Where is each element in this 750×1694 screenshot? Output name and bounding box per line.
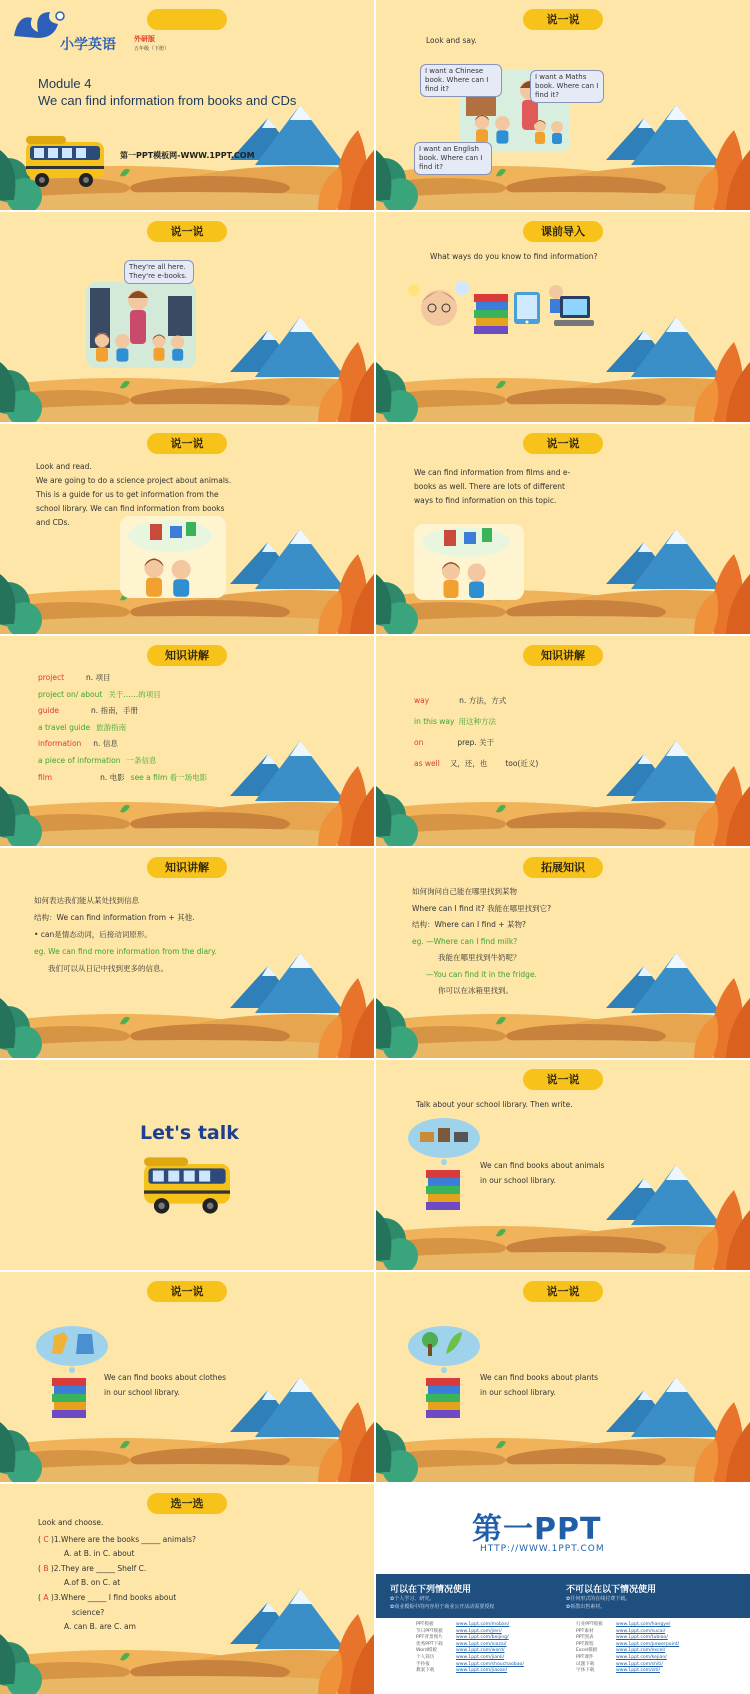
link-url[interactable]: www.1ppt.com/jiaoan/ <box>456 1668 508 1674</box>
vocab-meaning: n. 电影 <box>100 772 125 782</box>
animal-books-icon <box>406 1116 482 1212</box>
sentence-line: We can find books about plants <box>480 1373 599 1382</box>
slide-15-choose <box>0 1484 374 1694</box>
reading-passage <box>414 466 570 508</box>
vocab-meaning: 又，还，也 <box>449 759 488 768</box>
passage-line: We can find information from films and e- <box>414 468 571 477</box>
vocab-row <box>38 736 207 753</box>
vocab-row <box>38 703 207 720</box>
link-url[interactable]: www.1ppt.com/tubiao/ <box>616 1635 668 1641</box>
vocab-synonym: too(近义) <box>505 759 539 768</box>
vocab-row <box>414 753 538 774</box>
question-text: )3.Where _____ I find books about <box>50 1592 177 1602</box>
vocab-term: a piece of information <box>38 755 121 765</box>
link-label: 字体下载 <box>576 1668 595 1674</box>
vocab-term: project on/ about <box>38 689 103 699</box>
link-url[interactable]: www.1ppt.com/jieri/ <box>456 1628 502 1634</box>
writing-sentence <box>104 1370 226 1400</box>
link-url[interactable]: www.1ppt.com/shiti/ <box>616 1661 663 1667</box>
extension-line: 如何询问自己能在哪里找到某物 <box>412 887 517 896</box>
instruction-text: Talk about your school library. Then write. <box>416 1100 573 1109</box>
extension-example: eg. —Where can I find milk? <box>412 936 518 946</box>
link-row <box>576 1655 679 1662</box>
question-text-continued: science? <box>72 1607 105 1617</box>
slide-8-vocabulary <box>376 636 750 846</box>
link-url[interactable]: www.1ppt.com/kejian/ <box>616 1654 667 1660</box>
sentence-line: We can find books about animals <box>480 1161 605 1170</box>
vocab-term: guide <box>38 706 59 716</box>
link-label: PPT课件 <box>576 1654 594 1660</box>
section-label: 说一说 <box>147 1281 227 1302</box>
link-label: 行业PPT模板 <box>576 1622 603 1627</box>
question-text: What ways do you know to find information? <box>430 252 598 261</box>
vocab-meaning: 关于……的项目 <box>108 689 161 699</box>
question-text: )1.Where are the books _____ animals? <box>50 1534 196 1544</box>
extension-notes <box>412 884 551 1000</box>
section-label: 说一说 <box>523 1281 603 1302</box>
link-url[interactable]: www.1ppt.com/xiazai/ <box>456 1641 507 1647</box>
grammar-translation: 我们可以从日记中找到更多的信息。 <box>48 964 168 973</box>
link-row <box>576 1635 679 1642</box>
module-heading: Module 4 <box>38 76 92 91</box>
slide-3-ebooks <box>0 212 374 422</box>
books-stack-icon <box>472 294 510 334</box>
link-url[interactable]: www.1ppt.com/ziti/ <box>616 1668 660 1674</box>
section-label: 说一说 <box>523 433 603 454</box>
sentence-line: We can find books about clothes <box>104 1373 227 1382</box>
links-left-column <box>416 1622 524 1675</box>
vocab-example: see a film 看一场电影 <box>130 772 208 782</box>
link-row <box>416 1668 524 1675</box>
link-label: PPT模板 <box>416 1622 434 1627</box>
vocab-meaning: n. 信息 <box>93 739 118 749</box>
quiz-question-2: ( B )2.They are _____ Shelf C. <box>38 1563 147 1573</box>
forbidden-item: ✿任何形式的在线付费下载。 <box>566 1596 631 1602</box>
slide-10-extension <box>376 848 750 1058</box>
passage-line: ways to find information on this topic. <box>414 496 557 505</box>
brand-logo: 第一PPT <box>472 1512 602 1547</box>
link-url[interactable]: www.1ppt.com/sucai/ <box>616 1628 666 1634</box>
grammar-line: 如何表达我们能从某处找到信息 <box>34 896 139 905</box>
forbidden-item: ✿拆散出售素材。 <box>566 1604 606 1610</box>
vocab-meaning: prep. 关于 <box>457 738 495 747</box>
allowed-heading: 可以在下列情况使用 <box>390 1585 472 1595</box>
link-label: 教案下载 <box>416 1668 435 1674</box>
link-url[interactable]: www.1ppt.com/word/ <box>456 1648 505 1654</box>
blank-label-pill <box>147 9 227 30</box>
quiz-question-1: ( C )1.Where are the books _____ animals? <box>38 1534 196 1544</box>
instruction-text: Look and say. <box>426 36 477 45</box>
plant-books-icon <box>406 1324 482 1420</box>
passage-line: We are going to do a science project about animals. <box>36 476 232 485</box>
vocab-meaning: n. 项目 <box>86 673 111 682</box>
link-label: 个人简历 <box>416 1654 435 1660</box>
quiz-question-3: ( A )3.Where _____ I find books about <box>38 1592 177 1602</box>
quiz-answer: B <box>43 1563 49 1573</box>
school-bus-icon <box>26 136 104 188</box>
link-row <box>416 1622 524 1629</box>
extension-line: 结构：Where can I find + 某物? <box>412 920 526 929</box>
vocab-row <box>38 687 207 704</box>
speech-bubble-ebooks: They're all here. They're e-books. <box>124 260 194 284</box>
section-label: 说一说 <box>147 221 227 242</box>
link-label: 手抄报 <box>416 1661 430 1667</box>
publisher-text: 外研版 <box>134 35 155 43</box>
slide-2-look-and-say <box>376 0 750 210</box>
kids-thinking-scene <box>120 516 226 598</box>
link-url[interactable]: www.1ppt.com/moban/ <box>456 1622 510 1627</box>
quiz-options: A.of B. on C. at <box>64 1578 121 1588</box>
usage-panel <box>376 1574 750 1694</box>
logo-text: 小学英语 <box>60 37 116 53</box>
grammar-example: eg. We can find more information from the diary. <box>34 947 217 956</box>
vocab-row <box>38 770 207 787</box>
link-row <box>416 1655 524 1662</box>
quiz-options: A. can B. are C. am <box>64 1622 136 1632</box>
lets-talk-title: Let's talk <box>140 1122 239 1144</box>
allowed-item: ✿个人学习、研究。 <box>390 1596 435 1602</box>
section-label: 知识讲解 <box>523 645 603 666</box>
clothes-books-icon <box>34 1324 110 1420</box>
link-row <box>416 1635 524 1642</box>
links-right-column <box>576 1622 679 1675</box>
link-row <box>416 1648 524 1655</box>
grammar-notes <box>34 892 217 977</box>
forbidden-heading: 不可以在以下情况使用 <box>566 1585 657 1595</box>
vocab-term: a travel guide <box>38 722 91 732</box>
sentence-line: in our school library. <box>480 1176 556 1185</box>
writing-sentence <box>480 1158 604 1188</box>
vocab-meaning: 用这种方法 <box>458 717 496 726</box>
speech-bubble-maths-book: I want a Maths book. Where can I find it? <box>530 70 604 103</box>
slide-14-plants <box>376 1272 750 1482</box>
quiz-answer: A <box>43 1592 49 1602</box>
link-url[interactable]: www.1ppt.com/powerpoint/ <box>616 1641 680 1647</box>
grammar-line: 结构：We can find information from + 其他. <box>34 913 195 922</box>
speech-bubble-chinese-book: I want a Chinese book. Where can I find it? <box>420 64 502 97</box>
grammar-line: • can是情态动词，后接动词原形。 <box>34 930 152 939</box>
link-label: 试题下载 <box>576 1661 595 1667</box>
link-label: 优秀PPT下载 <box>416 1641 443 1647</box>
slide-6-films-ebooks <box>376 424 750 634</box>
forbidden-list <box>566 1595 630 1611</box>
quiz-options: A. at B. in C. about <box>64 1549 135 1559</box>
link-url[interactable]: www.1ppt.com/hangye/ <box>616 1622 671 1627</box>
allowed-list <box>390 1595 494 1611</box>
passage-line: and CDs. <box>36 518 70 527</box>
passage-line: books as well. There are lots of different <box>414 482 565 491</box>
section-label: 知识讲解 <box>147 645 227 666</box>
vocab-meaning: n. 方法，方式 <box>459 696 507 705</box>
link-url[interactable]: www.1ppt.com/shouchaobao/ <box>456 1661 524 1667</box>
quiz-instruction: Look and choose. <box>38 1518 104 1527</box>
vocab-meaning: 一条信息 <box>126 755 157 765</box>
link-label: PPT背景图片 <box>416 1635 443 1641</box>
slide-16-credits <box>376 1484 750 1694</box>
vocab-term: information <box>38 739 82 749</box>
tablet-icon <box>512 290 542 326</box>
passage-line: This is a guide for us to get information from the <box>36 490 219 499</box>
section-label: 课前导入 <box>523 221 603 242</box>
slide-9-grammar <box>0 848 374 1058</box>
link-label: PPT教程 <box>576 1641 594 1647</box>
slide-11-lets-talk <box>0 1060 374 1270</box>
vocab-row <box>414 732 538 753</box>
slide-5-look-and-read <box>0 424 374 634</box>
extension-translation: 我能在哪里找到牛奶呢？ <box>438 953 521 962</box>
grade-text: 五年级（下册） <box>134 46 170 52</box>
slide-12-animals <box>376 1060 750 1270</box>
link-url[interactable]: www.1ppt.com/jianli/ <box>456 1654 505 1660</box>
link-label: Word模板 <box>416 1648 437 1654</box>
section-label: 说一说 <box>523 9 603 30</box>
link-url[interactable]: www.1ppt.com/beijing/ <box>456 1635 509 1641</box>
vocab-term: as well <box>414 759 440 768</box>
section-label: 知识讲解 <box>147 857 227 878</box>
site-watermark: 第一PPT模板网-WWW.1PPT.COM <box>120 151 255 160</box>
link-url[interactable]: www.1ppt.com/excel/ <box>616 1648 666 1654</box>
brand-header <box>376 1484 750 1574</box>
passage-line: school library. We can find information from books <box>36 504 225 513</box>
vocab-term: project <box>38 673 65 682</box>
vocab-meaning: n. 指南，手册 <box>90 706 139 716</box>
writing-sentence <box>480 1370 598 1400</box>
slide-4-intro <box>376 212 750 422</box>
link-row <box>576 1668 679 1675</box>
slide-7-vocabulary <box>0 636 374 846</box>
extension-translation: 你可以在冰箱里找到。 <box>438 986 513 995</box>
question-text: )2.They are _____ Shelf C. <box>50 1563 147 1573</box>
sentence-line: in our school library. <box>480 1388 556 1397</box>
quiz-questions <box>38 1516 196 1635</box>
computer-student-icon <box>540 282 598 334</box>
link-label: PPT素材 <box>576 1628 594 1634</box>
section-label: 选一选 <box>147 1493 227 1514</box>
link-label: PPT图表 <box>576 1635 594 1641</box>
link-row <box>576 1622 679 1629</box>
sentence-line: in our school library. <box>104 1388 180 1397</box>
section-label: 说一说 <box>523 1069 603 1090</box>
speech-bubble-english-book: I want an English book. Where can I find it? <box>414 142 492 175</box>
vocab-row <box>414 711 538 732</box>
slide-13-clothes <box>0 1272 374 1482</box>
vocab-term: on <box>414 738 424 747</box>
link-row <box>576 1648 679 1655</box>
school-bus-icon <box>144 1156 230 1216</box>
link-label: 节日PPT模板 <box>416 1628 443 1634</box>
vocab-meaning: 旅游指南 <box>96 722 127 732</box>
passage-line: Look and read. <box>36 462 92 471</box>
allowed-item: ✿商业模板中的内容用于商业公开活动需要授权 <box>390 1604 495 1610</box>
extension-line: Where can I find it? 我能在哪里找到它? <box>412 903 552 913</box>
vocab-row <box>38 720 207 737</box>
link-label: Excel模板 <box>576 1648 598 1654</box>
teacher-idea-icon <box>406 278 472 334</box>
link-directory <box>376 1618 750 1694</box>
vocab-term: way <box>414 696 430 705</box>
vocab-term: film <box>38 772 53 782</box>
vocabulary-list <box>414 690 538 774</box>
vocab-row <box>38 753 207 770</box>
slide-1-title <box>0 0 374 210</box>
lesson-title: We can find information from books and CDs <box>38 93 297 108</box>
brand-url: HTTP://WWW.1PPT.COM <box>480 1544 605 1554</box>
extension-answer: —You can find it in the fridge. <box>426 969 537 979</box>
section-label: 拓展知识 <box>523 857 603 878</box>
vocab-row <box>38 670 207 687</box>
vocab-row <box>414 690 538 711</box>
library-scene <box>86 282 196 368</box>
vocabulary-list <box>38 670 207 786</box>
quiz-answer: C <box>43 1534 49 1544</box>
vocab-term: in this way <box>414 717 455 726</box>
kids-thinking-scene <box>414 524 524 600</box>
section-label: 说一说 <box>147 433 227 454</box>
